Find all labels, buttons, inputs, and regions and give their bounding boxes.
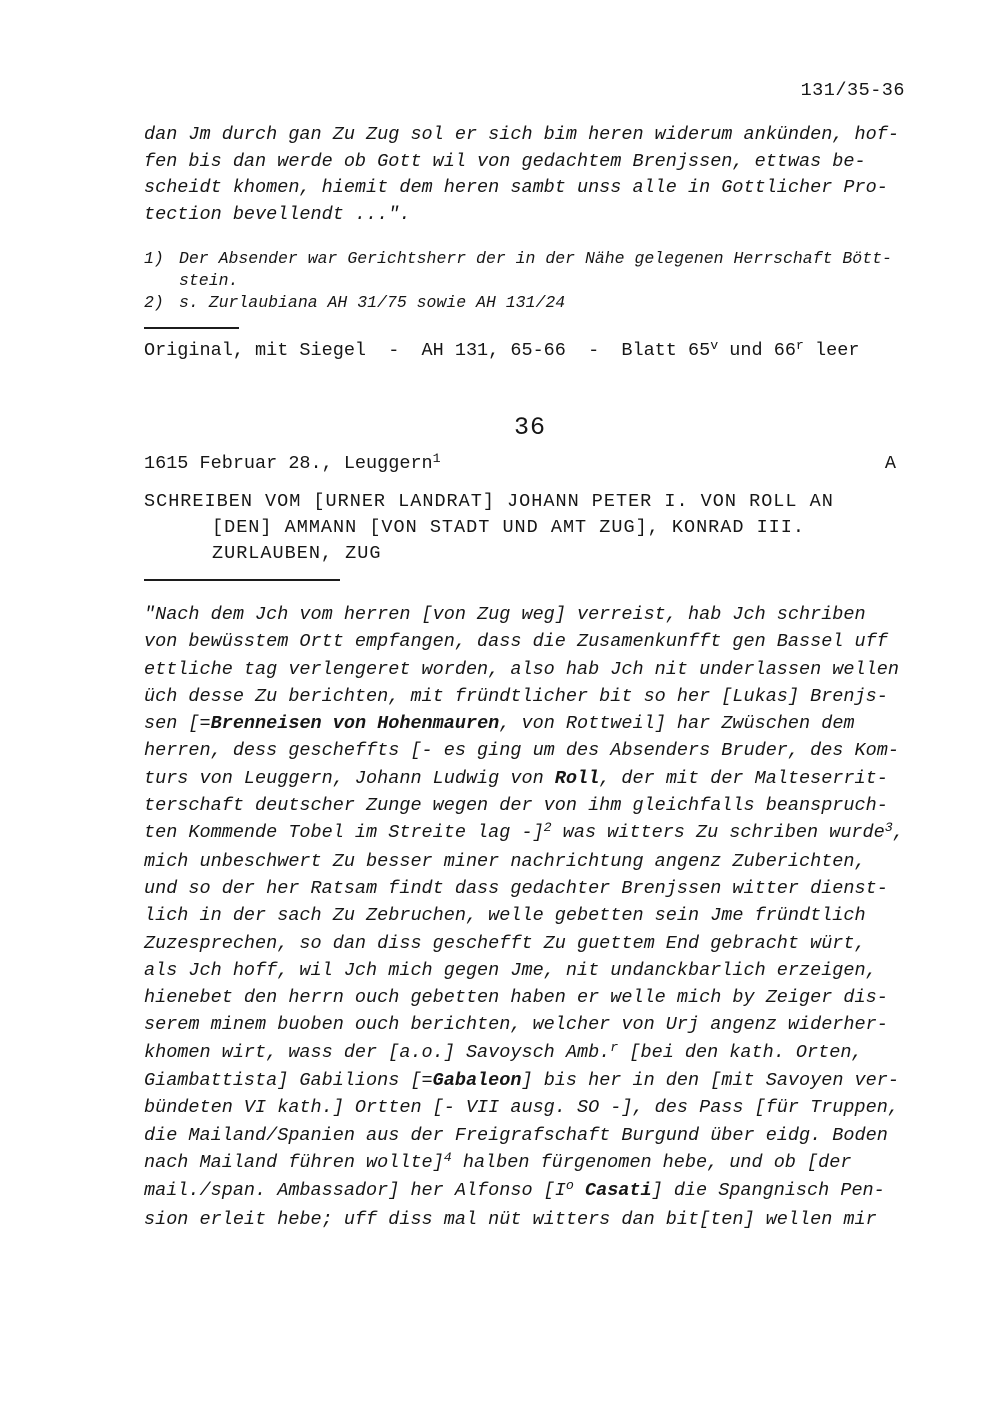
text-line: herren, dess gescheffts [- es ging um des Absenders Bruder, des Kom- (144, 740, 899, 762)
text-line: hienebet den herrn ouch gebetten haben er welle mich by Zeiger dis- (144, 987, 888, 1009)
separator-rule-title (144, 579, 340, 581)
text-line: stein. (179, 271, 239, 290)
entry-number: 36 (513, 413, 546, 442)
provenance-line: Original, mit Siegel - AH 131, 65-66 - Blatt 65$^v$ und 66$^r$ leer (144, 338, 860, 361)
dateline-date: 1615 Februar 28., Leuggern$^1$ (144, 451, 441, 474)
text-line: serem minem buoben ouch berichten, welcher von Urj angenz widerher- (144, 1014, 888, 1036)
text-line: sen [=Brenneisen von Hohenmauren, von Rottweil] har Zwüschen dem (144, 713, 855, 735)
text-line: [DEN] AMMANN [VON STADT UND AMT ZUG], KONRAD III. (212, 517, 805, 538)
text-line: khomen wirt, wass der [a.o.] Savoysch Amb.$^r$ [bei den kath. Orten, (144, 1039, 863, 1063)
text-line: scheidt khomen, hiemit dem heren sambt unss alle in Gottlicher Pro- (144, 177, 888, 198)
text-line: lich in der sach Zu Zebruchen, welle gebetten sein Jme fründtlich (144, 905, 866, 927)
text-line: ettliche tag verlengeret worden, also hab Jch nit underlassen wellen (144, 658, 899, 680)
entry-title (144, 489, 916, 567)
text-line: Zuzesprechen, so dan diss geschefft Zu guettem End gebracht würt, (144, 932, 866, 954)
text-line: terschaft deutscher Zunge wegen der von ihm gleichfalls beanspruch- (144, 795, 888, 817)
text-line: sion erleit hebe; uff diss mal nüt witters dan bit[ten] wellen mir (144, 1208, 877, 1230)
text-line: SCHREIBEN VOM [URNER LANDRAT] JOHANN PETER I. VON ROLL AN (144, 491, 834, 512)
text-line: Giambattista] Gabilions [=Gabaleon] bis her in den [mit Savoyen ver- (144, 1070, 899, 1092)
text-line: Der Absender war Gerichtsherr der in der Nähe gelegenen Herrschaft Bött- (179, 249, 892, 268)
text-line: turs von Leuggern, Johann Ludwig von Roll, der mit der Malteserrit- (144, 767, 888, 789)
text-line: "Nach dem Jch vom herren [von Zug weg] verreist, hab Jch schriben (144, 604, 866, 625)
text-line: als Jch hoff, wil Jch mich gegen Jme, nit undanckbarlich erzeigen, (144, 959, 877, 981)
text-line: tection bevellendt ...". (144, 203, 411, 225)
footnote-item (144, 292, 916, 314)
text-line: üch desse Zu berichten, mit fründtlicher bit so her [Lukas] Brenjs- (144, 685, 888, 707)
separator-rule-footer (144, 327, 239, 329)
text-line: dan Jm durch gan Zu Zug sol er sich bim heren widerum ankünden, hof- (144, 124, 899, 145)
footnote-item (144, 248, 916, 292)
footnote-text (179, 292, 565, 314)
text-line: fen bis dan werde ob Gott wil von gedachtem Brenjssen, ettwas be- (144, 150, 866, 172)
text-line: mich unbeschwert Zu besser miner nachrichtung angenz Zuberichten, (144, 850, 866, 872)
entry-dateline (144, 451, 916, 478)
text-line: nach Mailand führen wollte]$^4$ halben fürgenomen hebe, und ob [der (144, 1149, 852, 1173)
text-line: ZURLAUBEN, ZUG (212, 543, 382, 564)
text-line: ten Kommende Tobel im Streite lag -]$^2$ was witters Zu schriben wurde$^3$, (144, 820, 904, 844)
text-line: und so der her Ratsam findt dass gedachter Brenjssen witter dienst- (144, 877, 888, 899)
footnote-text (179, 248, 892, 292)
page-header-archive-ref: 131/35-36 (800, 80, 905, 101)
text-line: die Mailand/Spanien aus der Freigrafschaft Burgund über eidg. Boden (144, 1124, 888, 1146)
quote-continuation-paragraph (144, 122, 916, 228)
text-line: von bewüsstem Ortt empfangen, dass die Zusamenkunfft gen Bassel uff (144, 631, 888, 653)
page-content (0, 122, 1000, 1233)
footnote-list (144, 248, 916, 314)
text-line: mail./span. Ambassador] her Alfonso [$I^o$ Casati] die Spangnisch Pen- (144, 1178, 885, 1202)
letter-body-paragraph (144, 601, 916, 1233)
footnote-marker: 1) (144, 249, 164, 268)
text-line: bündeten VI kath.] Ortten [- VII ausg. SO -], des Pass [für Truppen, (144, 1097, 899, 1119)
text-line: s. Zurlaubiana AH 31/75 sowie AH 131/24 (179, 293, 566, 312)
dateline-siglum: A (884, 453, 896, 474)
footnote-marker: 2) (144, 293, 164, 312)
